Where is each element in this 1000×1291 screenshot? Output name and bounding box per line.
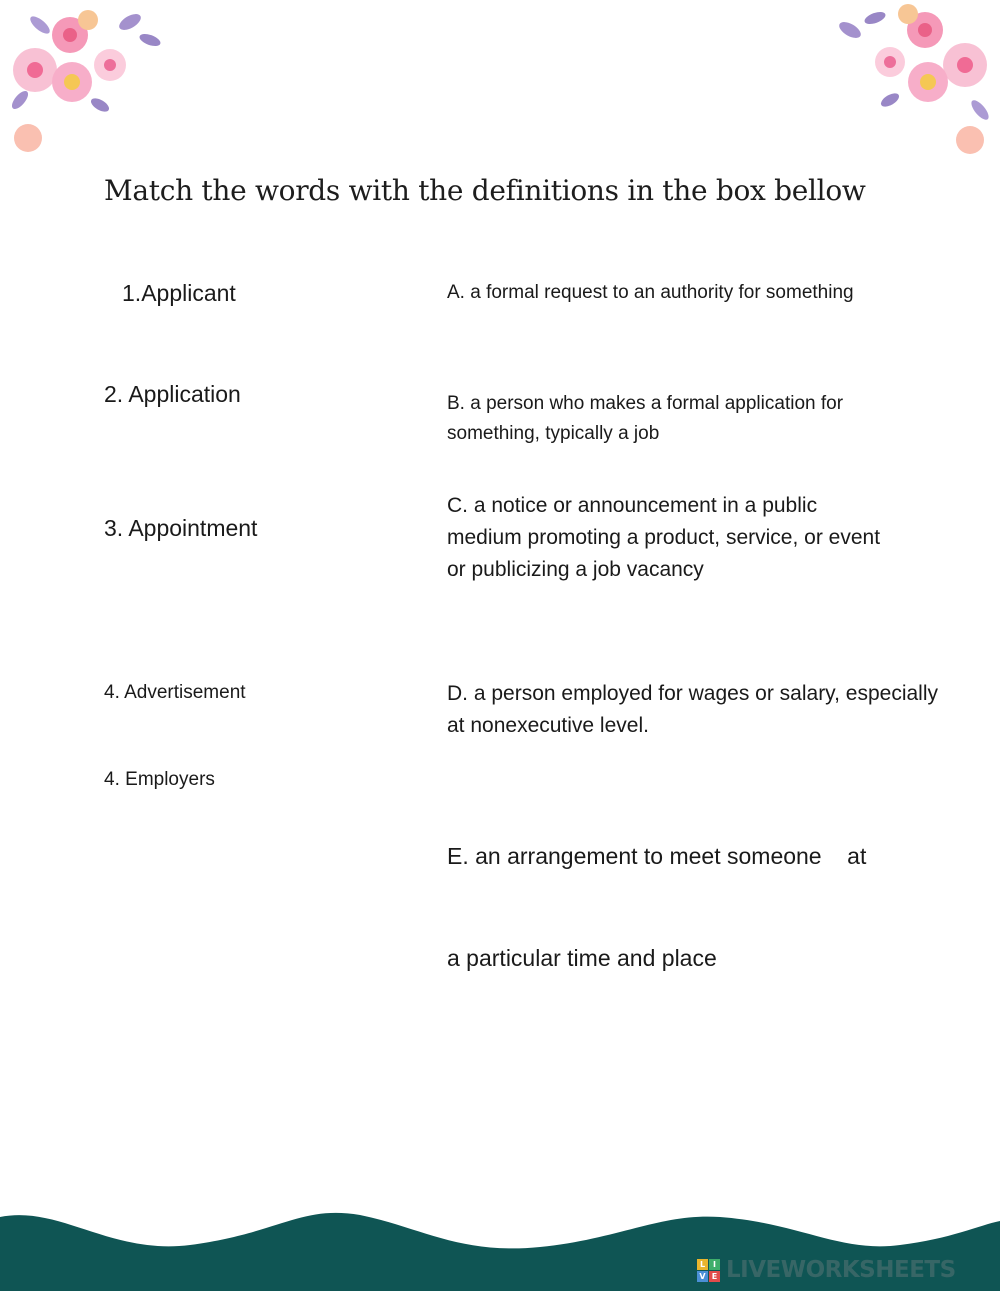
floral-decoration-left (0, 0, 170, 165)
definition-c (447, 490, 880, 586)
worksheet-title: Match the words with the definitions in the box bellow (104, 174, 866, 207)
definition-b (447, 389, 843, 449)
logo-letter: E (709, 1271, 720, 1282)
logo-letter: I (709, 1259, 720, 1270)
definition-e (447, 771, 866, 1009)
word-text: Employers (125, 769, 215, 790)
word-item (122, 280, 236, 307)
word-item (104, 769, 215, 791)
word-number: 2. (104, 381, 124, 407)
definition-line: C. a notice or announcement in a public (447, 494, 818, 517)
definition-line: something, typically a job (447, 423, 660, 444)
word-text: Application (128, 381, 241, 407)
definition-d (447, 678, 938, 742)
definition-a (447, 282, 854, 304)
definition-line: medium promoting a product, service, or event (447, 526, 881, 549)
definition-line: D. a person employed for wages or salary, especially (447, 682, 939, 705)
definition-line: a particular time and place (447, 945, 717, 971)
word-number: 1. (122, 280, 142, 306)
logo-letter: V (697, 1271, 708, 1282)
brand-name: LIVEWORKSHEETS (726, 1257, 956, 1283)
liveworksheets-brand (697, 1257, 956, 1283)
definition-line: B. a person who makes a formal application for (447, 393, 844, 414)
definition-line: or publicizing a job vacancy (447, 558, 704, 581)
word-text: Advertisement (124, 682, 246, 703)
definition-line: A. a formal request to an authority for something (447, 282, 854, 303)
word-item (104, 682, 246, 704)
logo-letter: L (697, 1259, 708, 1270)
word-item (104, 381, 241, 408)
word-number: 3. (104, 515, 124, 541)
word-text: Appointment (128, 515, 258, 541)
word-number: 4. (104, 682, 120, 703)
definition-line: at nonexecutive level. (447, 714, 649, 737)
word-text: Applicant (141, 280, 236, 306)
word-number: 4. (104, 769, 120, 790)
word-item (104, 515, 257, 542)
definition-line: E. an arrangement to meet someone at (447, 843, 867, 869)
brand-logo-icon (697, 1259, 720, 1282)
floral-decoration-right (830, 0, 1000, 165)
